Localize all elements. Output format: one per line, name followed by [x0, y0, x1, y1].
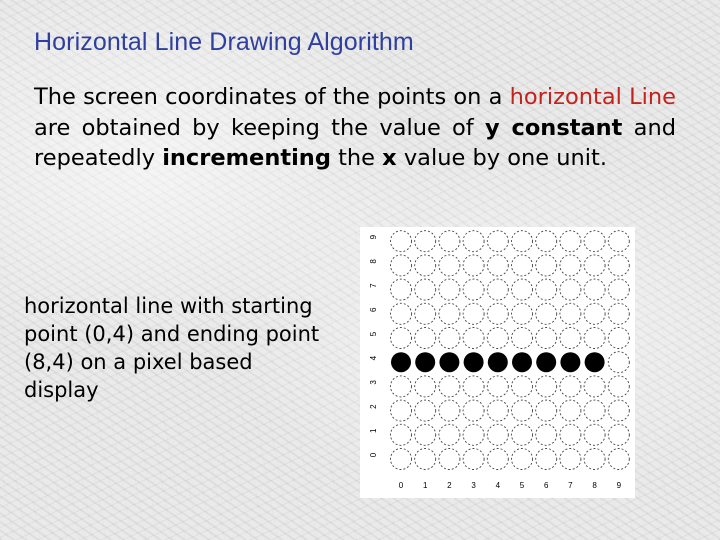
- y-tick-label: 0: [369, 452, 378, 458]
- empty-pixel: [536, 255, 557, 276]
- empty-pixel: [608, 303, 629, 324]
- empty-pixel: [463, 328, 484, 349]
- empty-pixel: [536, 231, 557, 252]
- lit-pixel: [585, 352, 605, 372]
- empty-pixel: [608, 424, 629, 445]
- empty-pixel: [439, 400, 460, 421]
- bold-incrementing: incrementing: [162, 145, 331, 171]
- empty-pixel: [560, 424, 581, 445]
- empty-pixel: [415, 400, 436, 421]
- y-tick-label: 9: [369, 234, 378, 240]
- lit-pixel: [391, 352, 411, 372]
- empty-pixel: [463, 279, 484, 300]
- empty-pixel: [439, 328, 460, 349]
- lit-pixel: [560, 352, 580, 372]
- x-tick-label: 7: [568, 481, 573, 490]
- empty-pixel: [584, 376, 605, 397]
- empty-pixel: [608, 449, 629, 470]
- empty-pixel: [463, 231, 484, 252]
- empty-pixel: [391, 449, 412, 470]
- pixel-grid-svg: [360, 227, 635, 498]
- lit-pixel: [464, 352, 484, 372]
- empty-pixel: [391, 400, 412, 421]
- empty-pixel: [608, 376, 629, 397]
- empty-pixel: [560, 231, 581, 252]
- figure-caption: horizontal line with starting point (0,4) and ending point (8,4) on a pixel based display: [24, 294, 320, 402]
- empty-pixel: [608, 255, 629, 276]
- y-tick-label: 6: [369, 307, 378, 313]
- empty-pixel: [439, 279, 460, 300]
- empty-pixel: [487, 328, 508, 349]
- empty-pixel: [415, 303, 436, 324]
- empty-pixel: [391, 279, 412, 300]
- lit-pixel: [488, 352, 508, 372]
- empty-pixel: [608, 231, 629, 252]
- text-run: the: [330, 145, 383, 171]
- y-tick-label: 5: [369, 331, 378, 337]
- empty-pixel: [608, 400, 629, 421]
- empty-pixel: [439, 255, 460, 276]
- empty-pixel: [584, 400, 605, 421]
- empty-pixel: [463, 255, 484, 276]
- x-tick-label: 8: [592, 481, 597, 490]
- empty-pixel: [536, 303, 557, 324]
- y-tick-label: 1: [369, 428, 378, 434]
- empty-pixel: [487, 279, 508, 300]
- empty-pixel: [512, 400, 533, 421]
- empty-pixel: [463, 303, 484, 324]
- x-tick-label: 2: [447, 481, 452, 490]
- empty-pixel: [487, 449, 508, 470]
- empty-pixel: [487, 255, 508, 276]
- empty-pixel: [584, 303, 605, 324]
- x-tick-label: 3: [471, 481, 476, 490]
- empty-pixel: [415, 279, 436, 300]
- empty-pixel: [512, 328, 533, 349]
- empty-pixel: [512, 303, 533, 324]
- pixel-grid-figure: [360, 227, 635, 498]
- empty-pixel: [608, 328, 629, 349]
- empty-pixel: [391, 376, 412, 397]
- bold-x: x: [382, 145, 397, 171]
- x-tick-label: 5: [519, 481, 525, 490]
- empty-pixel: [439, 449, 460, 470]
- empty-pixel: [415, 376, 436, 397]
- empty-pixel: [560, 400, 581, 421]
- empty-pixel: [487, 376, 508, 397]
- empty-pixel: [584, 231, 605, 252]
- empty-pixel: [536, 400, 557, 421]
- empty-pixel: [584, 449, 605, 470]
- empty-pixel: [560, 328, 581, 349]
- empty-pixel: [487, 231, 508, 252]
- empty-pixel: [463, 424, 484, 445]
- empty-pixel: [439, 424, 460, 445]
- empty-pixel: [391, 424, 412, 445]
- x-tick-label: 6: [543, 481, 549, 490]
- empty-pixel: [391, 328, 412, 349]
- lit-pixel: [439, 352, 459, 372]
- empty-pixel: [560, 255, 581, 276]
- lit-pixel: [512, 352, 532, 372]
- empty-pixel: [415, 231, 436, 252]
- empty-pixel: [415, 328, 436, 349]
- empty-pixel: [512, 376, 533, 397]
- empty-pixel: [584, 424, 605, 445]
- y-tick-label: 7: [369, 283, 378, 288]
- empty-pixel: [536, 376, 557, 397]
- empty-pixel: [560, 279, 581, 300]
- empty-pixel: [512, 279, 533, 300]
- x-tick-label: 0: [398, 481, 404, 490]
- empty-pixel: [608, 352, 629, 373]
- empty-pixel: [487, 303, 508, 324]
- empty-pixel: [536, 424, 557, 445]
- empty-pixel: [487, 400, 508, 421]
- empty-pixel: [584, 328, 605, 349]
- y-tick-label: 4: [369, 355, 378, 361]
- lit-pixel: [536, 352, 556, 372]
- empty-pixel: [391, 231, 412, 252]
- empty-pixel: [536, 449, 557, 470]
- empty-pixel: [439, 303, 460, 324]
- empty-pixel: [439, 376, 460, 397]
- x-tick-label: 4: [495, 481, 501, 490]
- empty-pixel: [391, 255, 412, 276]
- description-paragraph: [34, 82, 676, 174]
- slide-title: Horizontal Line Drawing Algorithm: [34, 28, 414, 56]
- empty-pixel: [463, 400, 484, 421]
- text-run: The screen coordinates of the points on a: [34, 84, 510, 110]
- empty-pixel: [463, 449, 484, 470]
- empty-pixel: [584, 279, 605, 300]
- empty-pixel: [512, 449, 533, 470]
- empty-pixel: [536, 279, 557, 300]
- empty-pixel: [439, 231, 460, 252]
- empty-pixel: [415, 424, 436, 445]
- bold-y-constant: y constant: [484, 114, 623, 141]
- text-run: are obtained by keeping the value of: [34, 114, 485, 141]
- empty-pixel: [512, 424, 533, 445]
- empty-pixel: [415, 255, 436, 276]
- y-tick-label: 3: [369, 380, 378, 385]
- highlight-horizontal-line: horizontal Line: [509, 84, 676, 110]
- y-tick-label: 2: [369, 404, 378, 409]
- x-tick-label: 1: [422, 481, 428, 490]
- empty-pixel: [391, 303, 412, 324]
- empty-pixel: [512, 231, 533, 252]
- empty-pixel: [512, 255, 533, 276]
- empty-pixel: [560, 303, 581, 324]
- text-run: value by one unit.: [396, 145, 607, 171]
- empty-pixel: [463, 376, 484, 397]
- empty-pixel: [560, 376, 581, 397]
- empty-pixel: [415, 449, 436, 470]
- empty-pixel: [584, 255, 605, 276]
- empty-pixel: [536, 328, 557, 349]
- lit-pixel: [415, 352, 435, 372]
- empty-pixel: [608, 279, 629, 300]
- x-tick-label: 9: [616, 481, 622, 490]
- text-run: and repeatedly: [34, 114, 676, 171]
- empty-pixel: [487, 424, 508, 445]
- empty-pixel: [560, 449, 581, 470]
- y-tick-label: 8: [369, 259, 378, 264]
